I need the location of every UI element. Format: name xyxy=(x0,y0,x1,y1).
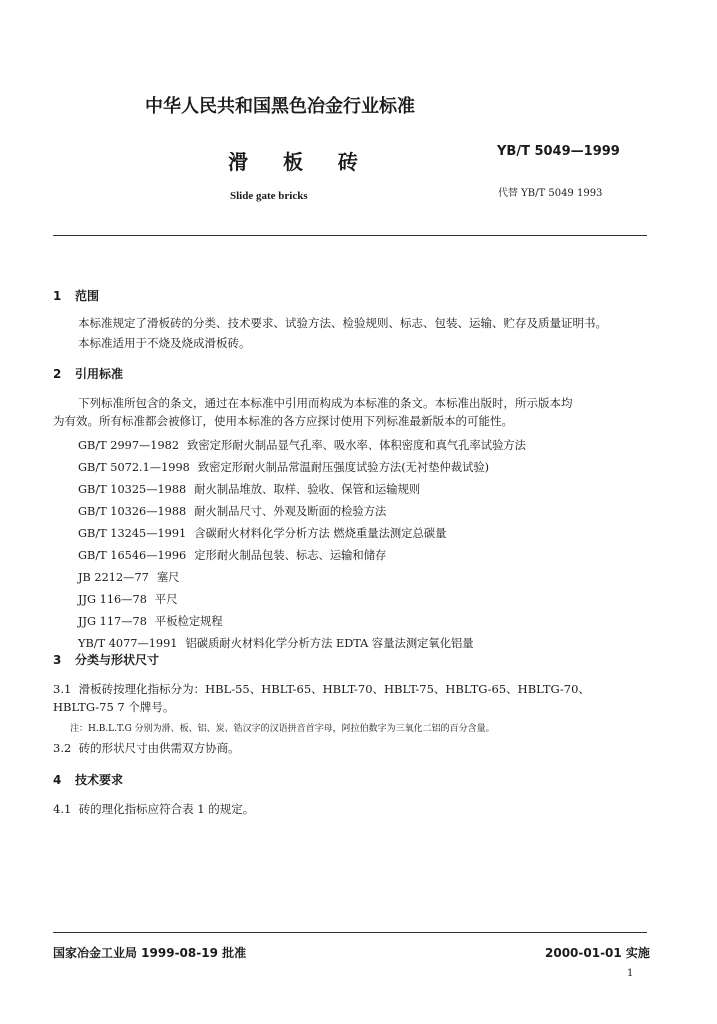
reference-title: 致密定形耐火制品显气孔率、吸水率、体积密度和真气孔率试验方法 xyxy=(187,439,526,452)
section-title: 引用标准 xyxy=(75,367,124,381)
reference-title: 耐火制品堆放、取样、验收、保管和运输规则 xyxy=(194,483,421,496)
reference-item xyxy=(78,569,179,585)
reference-item xyxy=(78,503,386,519)
section-number: 4 xyxy=(53,773,62,787)
clause-text: 砖的形状尺寸由供需双方协商。 xyxy=(78,741,240,755)
effective-date: 2000-01-01 实施 xyxy=(545,946,650,960)
section-2-intro-1: 下列标准所包含的条文，通过在本标准中引用而构成为本标准的条文。本标准出版时，所示版本均 xyxy=(78,396,573,410)
reference-item xyxy=(78,459,489,475)
reference-code: GB/T 16546—1996 xyxy=(78,549,187,562)
clause-4-1 xyxy=(53,799,254,819)
standard-code: YB/T 5049—1999 xyxy=(497,144,620,159)
clause-3-1-line-1 xyxy=(53,679,590,699)
document-title-en: Slide gate bricks xyxy=(230,190,308,202)
reference-title: 塞尺 xyxy=(156,571,180,584)
page-number: 1 xyxy=(627,968,634,979)
issuing-organization: 中华人民共和国黑色冶金行业标准 xyxy=(145,96,415,117)
section-1-heading xyxy=(53,287,99,304)
reference-title: 定形耐火制品包装、标志、运输和储存 xyxy=(194,549,387,562)
section-number: 1 xyxy=(53,289,62,303)
clause-3-1-line-2: HBLTG-75 7 个牌号。 xyxy=(53,700,175,714)
clause-number: 4.1 xyxy=(53,802,72,816)
reference-item xyxy=(78,437,526,453)
reference-code: GB/T 2997—1982 xyxy=(78,439,180,452)
reference-title: 平尺 xyxy=(154,593,178,606)
reference-item xyxy=(78,525,446,541)
approval-info: 国家冶金工业局 1999-08-19 批准 xyxy=(53,946,247,960)
clause-text: 砖的理化指标应符合表 1 的规定。 xyxy=(78,802,255,816)
section-3-heading xyxy=(53,651,159,668)
reference-title: 平板检定规程 xyxy=(154,615,223,628)
reference-item xyxy=(78,591,178,607)
reference-title: 含碳耐火材料化学分析方法 燃烧重量法测定总碳量 xyxy=(194,527,447,540)
reference-title: 耐火制品尺寸、外观及断面的检验方法 xyxy=(194,505,387,518)
section-number: 2 xyxy=(53,367,62,381)
reference-item xyxy=(78,547,386,563)
reference-code: GB/T 10325—1988 xyxy=(78,483,187,496)
clause-text: 滑板砖按理化指标分为：HBL-55、HBLT-65、HBLT-70、HBLT-75、HBLTG-65、HBLTG-70、 xyxy=(78,682,590,696)
clause-number: 3.1 xyxy=(53,682,72,696)
section-title: 分类与形状尺寸 xyxy=(75,653,160,667)
reference-code: JB 2212—77 xyxy=(78,571,149,584)
reference-item xyxy=(78,481,420,497)
reference-code: GB/T 5072.1—1998 xyxy=(78,461,190,474)
section-4-heading xyxy=(53,771,123,788)
section-1-line-1: 本标准规定了滑板砖的分类、技术要求、试验方法、检验规则、标志、包装、运输、贮存及质量证明书。 xyxy=(78,316,607,330)
section-number: 3 xyxy=(53,653,62,667)
section-title: 技术要求 xyxy=(75,773,124,787)
reference-item xyxy=(78,635,474,651)
reference-item xyxy=(78,613,223,629)
clause-3-1-note: 注：H.B.L.T.G 分别为滑、板、铝、炭、锆汉字的汉语拼音首字母，阿拉伯数字为三氧化二铝的百分含量。 xyxy=(70,724,495,734)
footer-divider xyxy=(53,932,647,933)
section-2-intro-2: 为有效。所有标准都会被修订，使用本标准的各方应探讨使用下列标准最新版本的可能性。 xyxy=(53,414,513,428)
reference-code: GB/T 10326—1988 xyxy=(78,505,187,518)
reference-title: 致密定形耐火制品常温耐压强度试验方法(无衬垫仲裁试验) xyxy=(197,461,490,474)
clause-3-2 xyxy=(53,738,240,758)
header-divider xyxy=(53,235,647,236)
replaces-standard: 代替 YB/T 5049 1993 xyxy=(498,188,603,199)
reference-code: YB/T 4077—1991 xyxy=(78,637,178,650)
reference-title: 铝碳质耐火材料化学分析方法 EDTA 容量法测定氧化铝量 xyxy=(185,637,474,650)
section-title: 范围 xyxy=(75,289,100,303)
reference-code: GB/T 13245—1991 xyxy=(78,527,187,540)
document-title: 滑 板 砖 xyxy=(228,150,372,174)
section-1-line-2: 本标准适用于不烧及烧成滑板砖。 xyxy=(78,336,251,350)
clause-number: 3.2 xyxy=(53,741,72,755)
section-2-heading xyxy=(53,365,123,382)
reference-code: JJG 117—78 xyxy=(78,615,147,628)
reference-code: JJG 116—78 xyxy=(78,593,147,606)
